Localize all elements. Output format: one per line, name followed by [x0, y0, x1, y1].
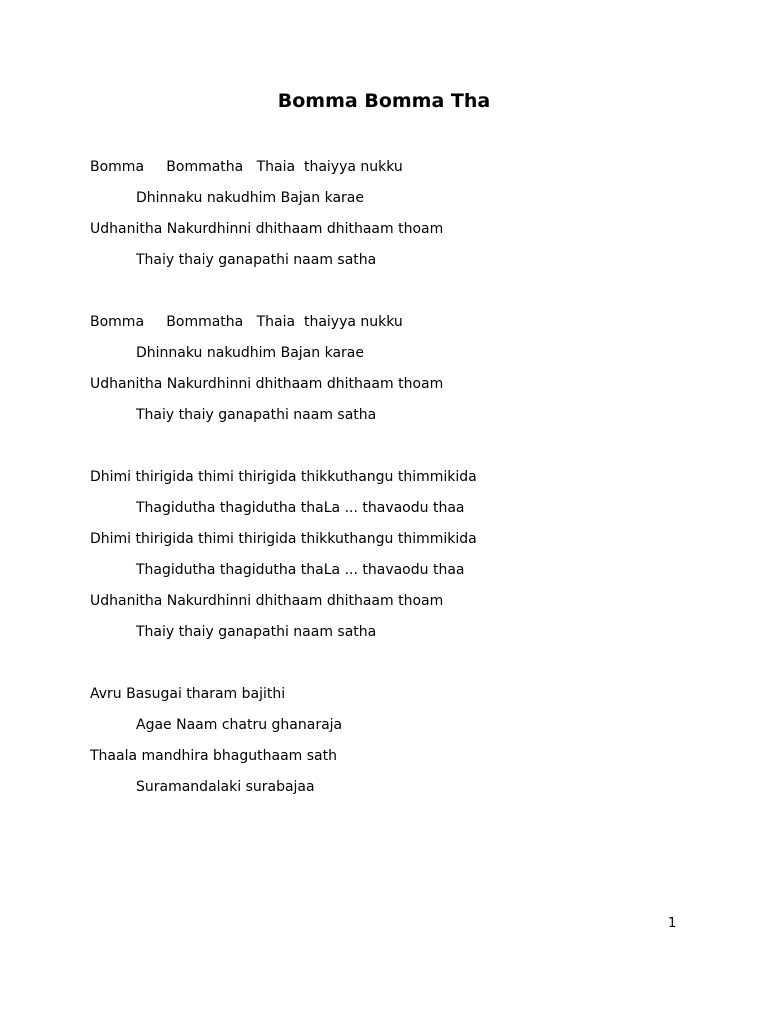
lyric-line: Udhanitha Nakurdhinni dhithaam dhithaam thoam [90, 593, 444, 609]
lyric-line: Bomma Bommatha Thaia thaiyya nukku [90, 314, 403, 330]
lyric-line: Dhimi thirigida thimi thirigida thikkuthangu thimmikida [90, 531, 477, 547]
lyric-line: Thaiy thaiy ganapathi naam satha [136, 624, 377, 640]
lyric-line: Dhinnaku nakudhim Bajan karae [136, 190, 364, 206]
lyric-line: Thaiy thaiy ganapathi naam satha [136, 407, 377, 423]
lyric-line: Thagidutha thagidutha thaLa ... thavaodu thaa [136, 562, 465, 578]
lyric-line: Agae Naam chatru ghanaraja [136, 717, 343, 733]
lyric-line: Dhimi thirigida thimi thirigida thikkuthangu thimmikida [90, 469, 477, 485]
lyric-line: Dhinnaku nakudhim Bajan karae [136, 345, 364, 361]
lyric-line: Avru Basugai tharam bajithi [90, 686, 286, 702]
page-number: 1 [668, 916, 677, 931]
lyric-line: Thaiy thaiy ganapathi naam satha [136, 252, 377, 268]
lyric-line: Udhanitha Nakurdhinni dhithaam dhithaam thoam [90, 376, 444, 392]
lyric-line: Thagidutha thagidutha thaLa ... thavaodu thaa [136, 500, 465, 516]
document-title: Bomma Bomma Tha [277, 90, 491, 112]
lyric-line: Thaala mandhira bhaguthaam sath [90, 748, 337, 764]
lyric-line: Udhanitha Nakurdhinni dhithaam dhithaam thoam [90, 221, 444, 237]
lyric-line: Bomma Bommatha Thaia thaiyya nukku [90, 159, 403, 175]
lyric-line: Suramandalaki surabajaa [136, 779, 315, 795]
